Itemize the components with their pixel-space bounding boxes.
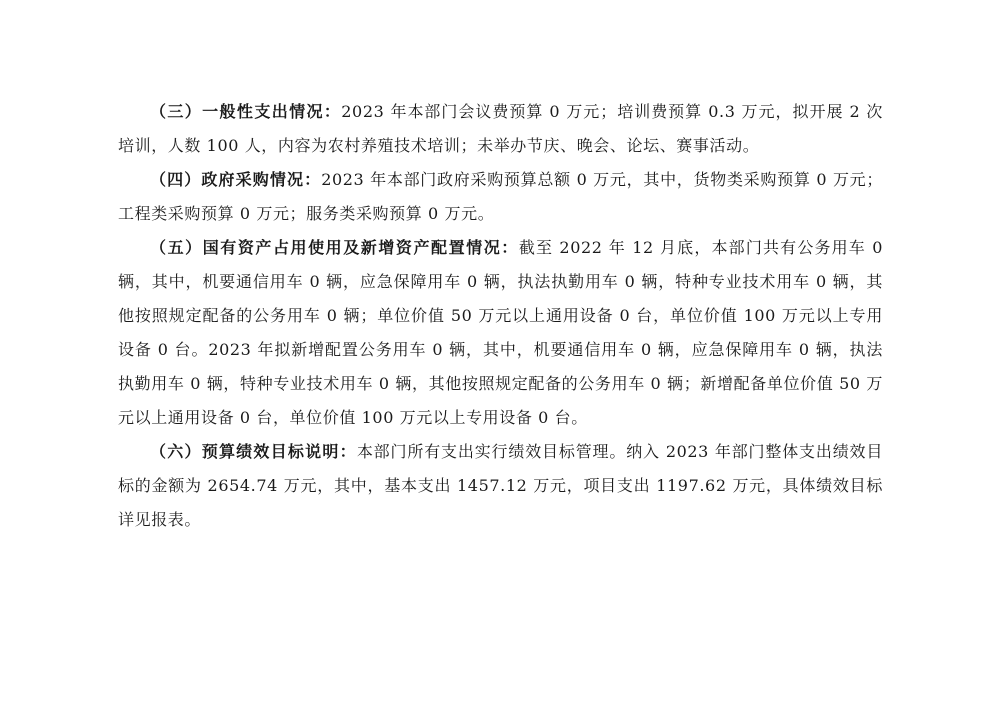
section-text: 截至 2022 年 12 月底，本部门共有公务用车 0 辆，其中，机要通信用车 0 辆，应急保障用车 0 辆，执法执勤用车 0 辆，特种专业技术用车 0 辆，其他按照规定配备的公务用车 0 辆；单位价值 50 万元以上通用设备 0 台，单位价值 100 万元以上专用设备 0 台。2023 年拟新增配置公务用车 0 辆，其中，机要通信用车 0 辆，应急保障用车 0 辆，执法执勤用车 0 辆，特种专业技术用车 0 辆，其他按照规定配备的公务用车 0 辆；新增配备单位价值 50 万元以上通用设备 0 台，单位价值 100 万元以上专用设备 0 台。 — [118, 238, 883, 427]
section-heading: （三）一般性支出情况： — [150, 102, 342, 121]
section-performance-goals — [118, 435, 883, 537]
section-heading: （五）国有资产占用使用及新增资产配置情况： — [150, 238, 519, 257]
section-heading: （四）政府采购情况： — [150, 170, 322, 189]
section-heading: （六）预算绩效目标说明： — [150, 442, 357, 461]
document-body — [118, 95, 883, 537]
section-text: 2023 年本部门会议费预算 0 万元；培训费预算 0.3 万元，拟开展 2 次培训，人数 100 人，内容为农村养殖技术培训；未举办节庆、晚会、论坛、赛事活动。 — [118, 102, 883, 155]
section-text: 2023 年本部门政府采购预算总额 0 万元，其中，货物类采购预算 0 万元；工程类采购预算 0 万元；服务类采购预算 0 万元。 — [118, 170, 883, 223]
section-government-procurement — [118, 163, 883, 231]
section-text: 本部门所有支出实行绩效目标管理。纳入 2023 年部门整体支出绩效目标的金额为 2654.74 万元，其中，基本支出 1457.12 万元，项目支出 1197.62 万元，具体绩效目标详见报表。 — [118, 442, 883, 529]
section-general-expenditure — [118, 95, 883, 163]
section-state-assets — [118, 231, 883, 435]
